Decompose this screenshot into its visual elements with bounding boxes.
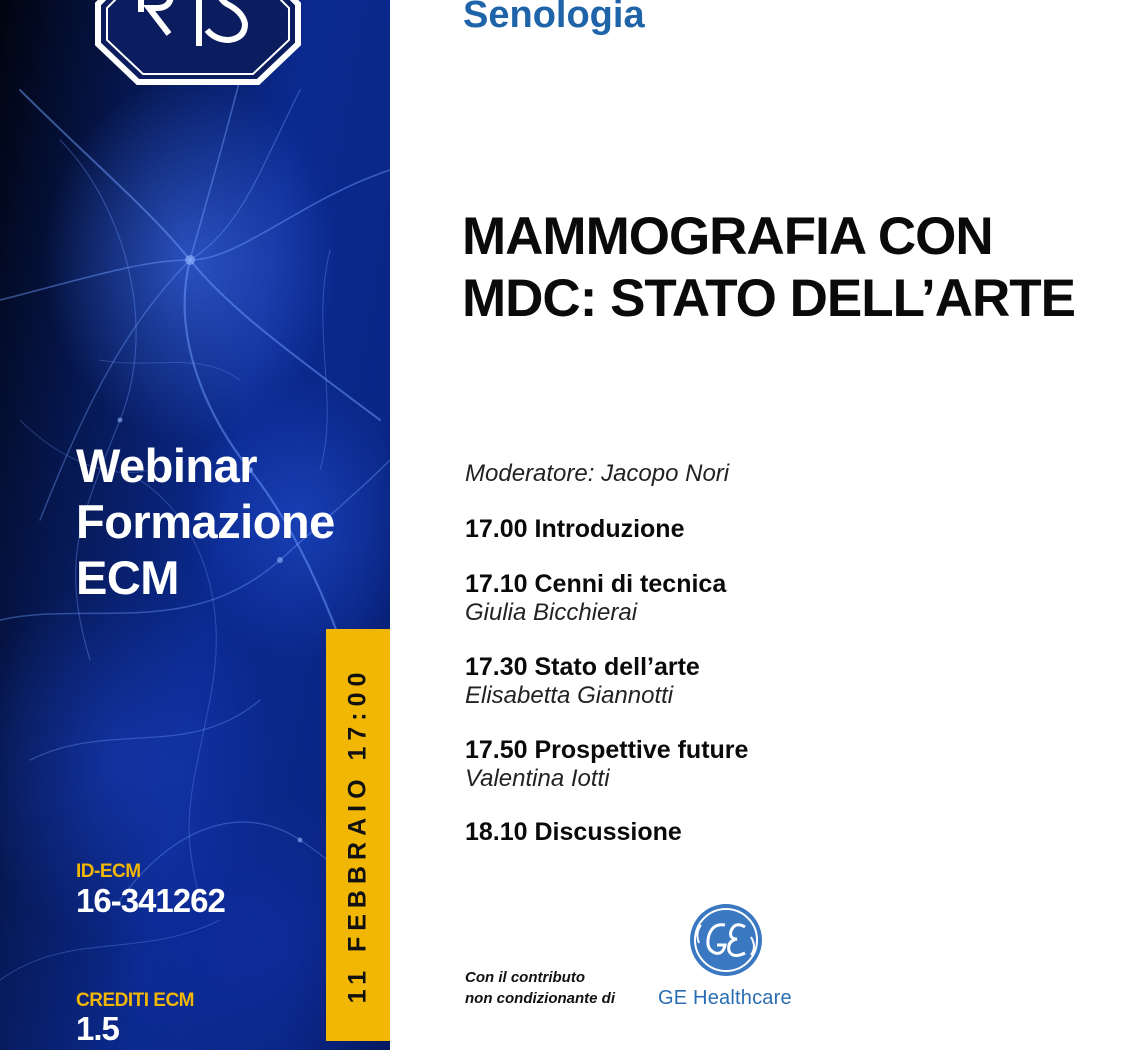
webinar-line: Webinar: [76, 439, 258, 492]
page-title-line: MDC: STATO DELL’ARTE: [462, 269, 1076, 328]
section-title: Senologia: [463, 0, 645, 36]
moderator-line: Moderatore: Jacopo Nori: [465, 460, 730, 487]
sponsor-note-line: non condizionante di: [465, 990, 615, 1007]
ge-monogram-logo: [689, 903, 763, 977]
webinar-line: Formazione: [76, 495, 335, 548]
program-speaker: Elisabetta Giannotti: [465, 682, 674, 709]
program-item: [465, 514, 684, 544]
id-ecm-value: 16-341262: [76, 882, 225, 919]
program-item: [465, 817, 682, 847]
sponsor-note: [465, 967, 615, 1009]
crediti-ecm-label: CREDITI ECM: [76, 990, 194, 1011]
program-time-title: 17.50 Prospettive future: [465, 736, 749, 764]
page-title-line: MAMMOGRAFIA CON: [462, 207, 993, 266]
program-time-title: 17.10 Cenni di tecnica: [465, 570, 727, 598]
program-item: [465, 735, 748, 793]
date-banner: [326, 629, 390, 1041]
program-speaker: Giulia Bicchierai: [465, 599, 638, 626]
webinar-title: [76, 438, 335, 606]
page-title: [462, 206, 1075, 330]
program-time-title: 17.30 Stato dell’arte: [465, 653, 700, 681]
program-time-title: 17.00 Introduzione: [465, 515, 685, 543]
society-monogram-logo: [95, 0, 301, 86]
program-speaker: Valentina Iotti: [465, 765, 610, 792]
sponsor-name: GE Healthcare: [658, 987, 792, 1009]
webinar-line: ECM: [76, 551, 179, 604]
sponsor-note-line: Con il contributo: [465, 969, 585, 986]
program-item: [465, 569, 726, 627]
program-time-title: 18.10 Discussione: [465, 818, 682, 846]
program-item: [465, 652, 700, 710]
date-label: 11 FEBBRAIO 17:00: [343, 666, 372, 1004]
sidebar-panel: [0, 0, 390, 1050]
crediti-ecm-value: 1.5: [76, 1010, 119, 1047]
id-ecm-label: ID-ECM: [76, 861, 141, 882]
